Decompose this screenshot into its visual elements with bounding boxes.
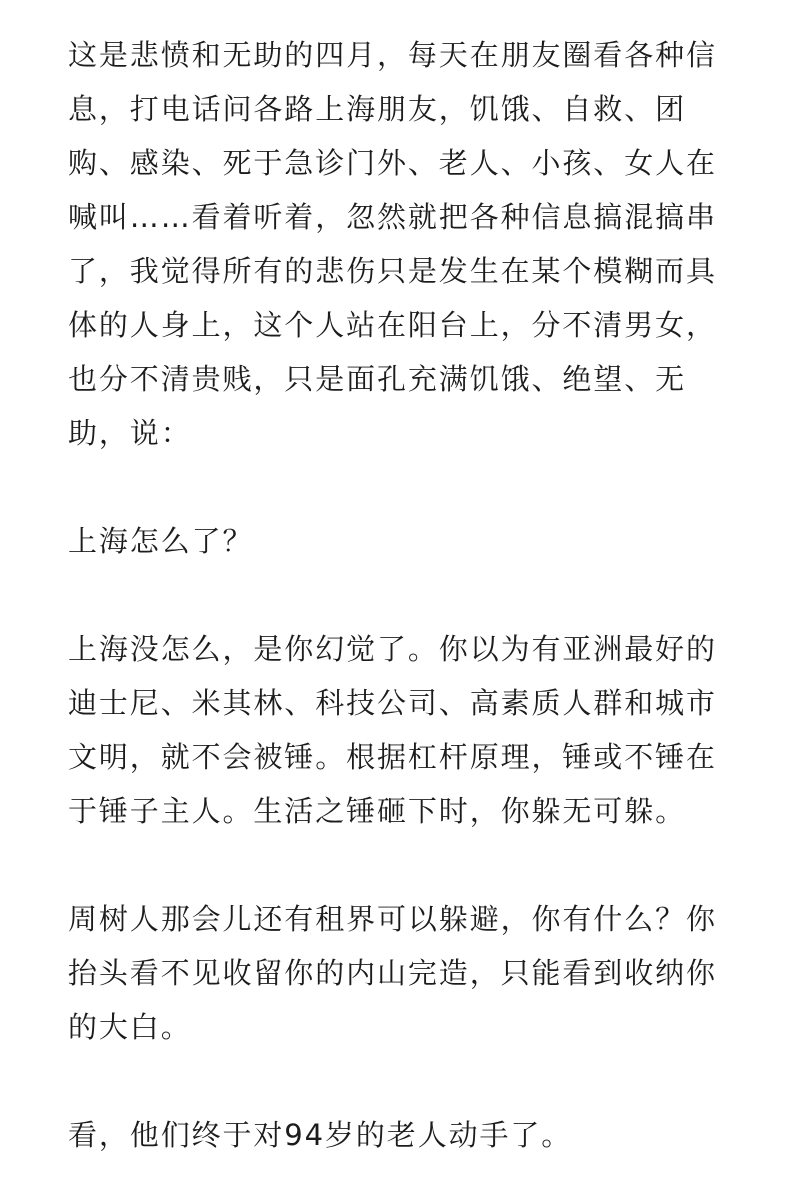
- text-line: 周树人那会儿还有租界可以躲避，你有什么？你: [68, 902, 717, 936]
- text-line: 的大白。: [68, 1010, 192, 1044]
- text-line: 看，他们终于对94岁的老人动手了。: [68, 1118, 573, 1152]
- text-line: 喊叫……看着听着，忽然就把各种信息搞混搞串: [68, 200, 717, 234]
- text-line: 文明，就不会被锤。根据杠杆原理，锤或不锤在: [68, 740, 717, 774]
- paragraph: [68, 892, 754, 1054]
- text-line: 体的人身上，这个人站在阳台上，分不清男女，: [68, 308, 717, 342]
- text-line: 抬头看不见收留你的内山完造，只能看到收纳你: [68, 956, 717, 990]
- paragraph: [68, 514, 754, 568]
- text-line: 了，我觉得所有的悲伤只是发生在某个模糊而具: [68, 254, 717, 288]
- article-body: [68, 28, 754, 1162]
- paragraph: [68, 1108, 754, 1162]
- paragraph: [68, 622, 754, 838]
- text-line: 购、感染、死于急诊门外、老人、小孩、女人在: [68, 146, 717, 180]
- paragraph: [68, 28, 754, 460]
- text-line: 上海没怎么，是你幻觉了。你以为有亚洲最好的: [68, 632, 717, 666]
- text-line: 迪士尼、米其林、科技公司、高素质人群和城市: [68, 686, 717, 720]
- text-line: 也分不清贵贱，只是面孔充满饥饿、绝望、无: [68, 362, 687, 396]
- text-line: 上海怎么了？: [68, 524, 254, 558]
- text-line: 于锤子主人。生活之锤砸下时，你躲无可躲。: [68, 794, 687, 828]
- text-line: 息，打电话问各路上海朋友，饥饿、自救、团: [68, 92, 687, 126]
- text-line: 这是悲愤和无助的四月，每天在朋友圈看各种信: [68, 38, 717, 72]
- text-line: 助，说：: [68, 416, 192, 450]
